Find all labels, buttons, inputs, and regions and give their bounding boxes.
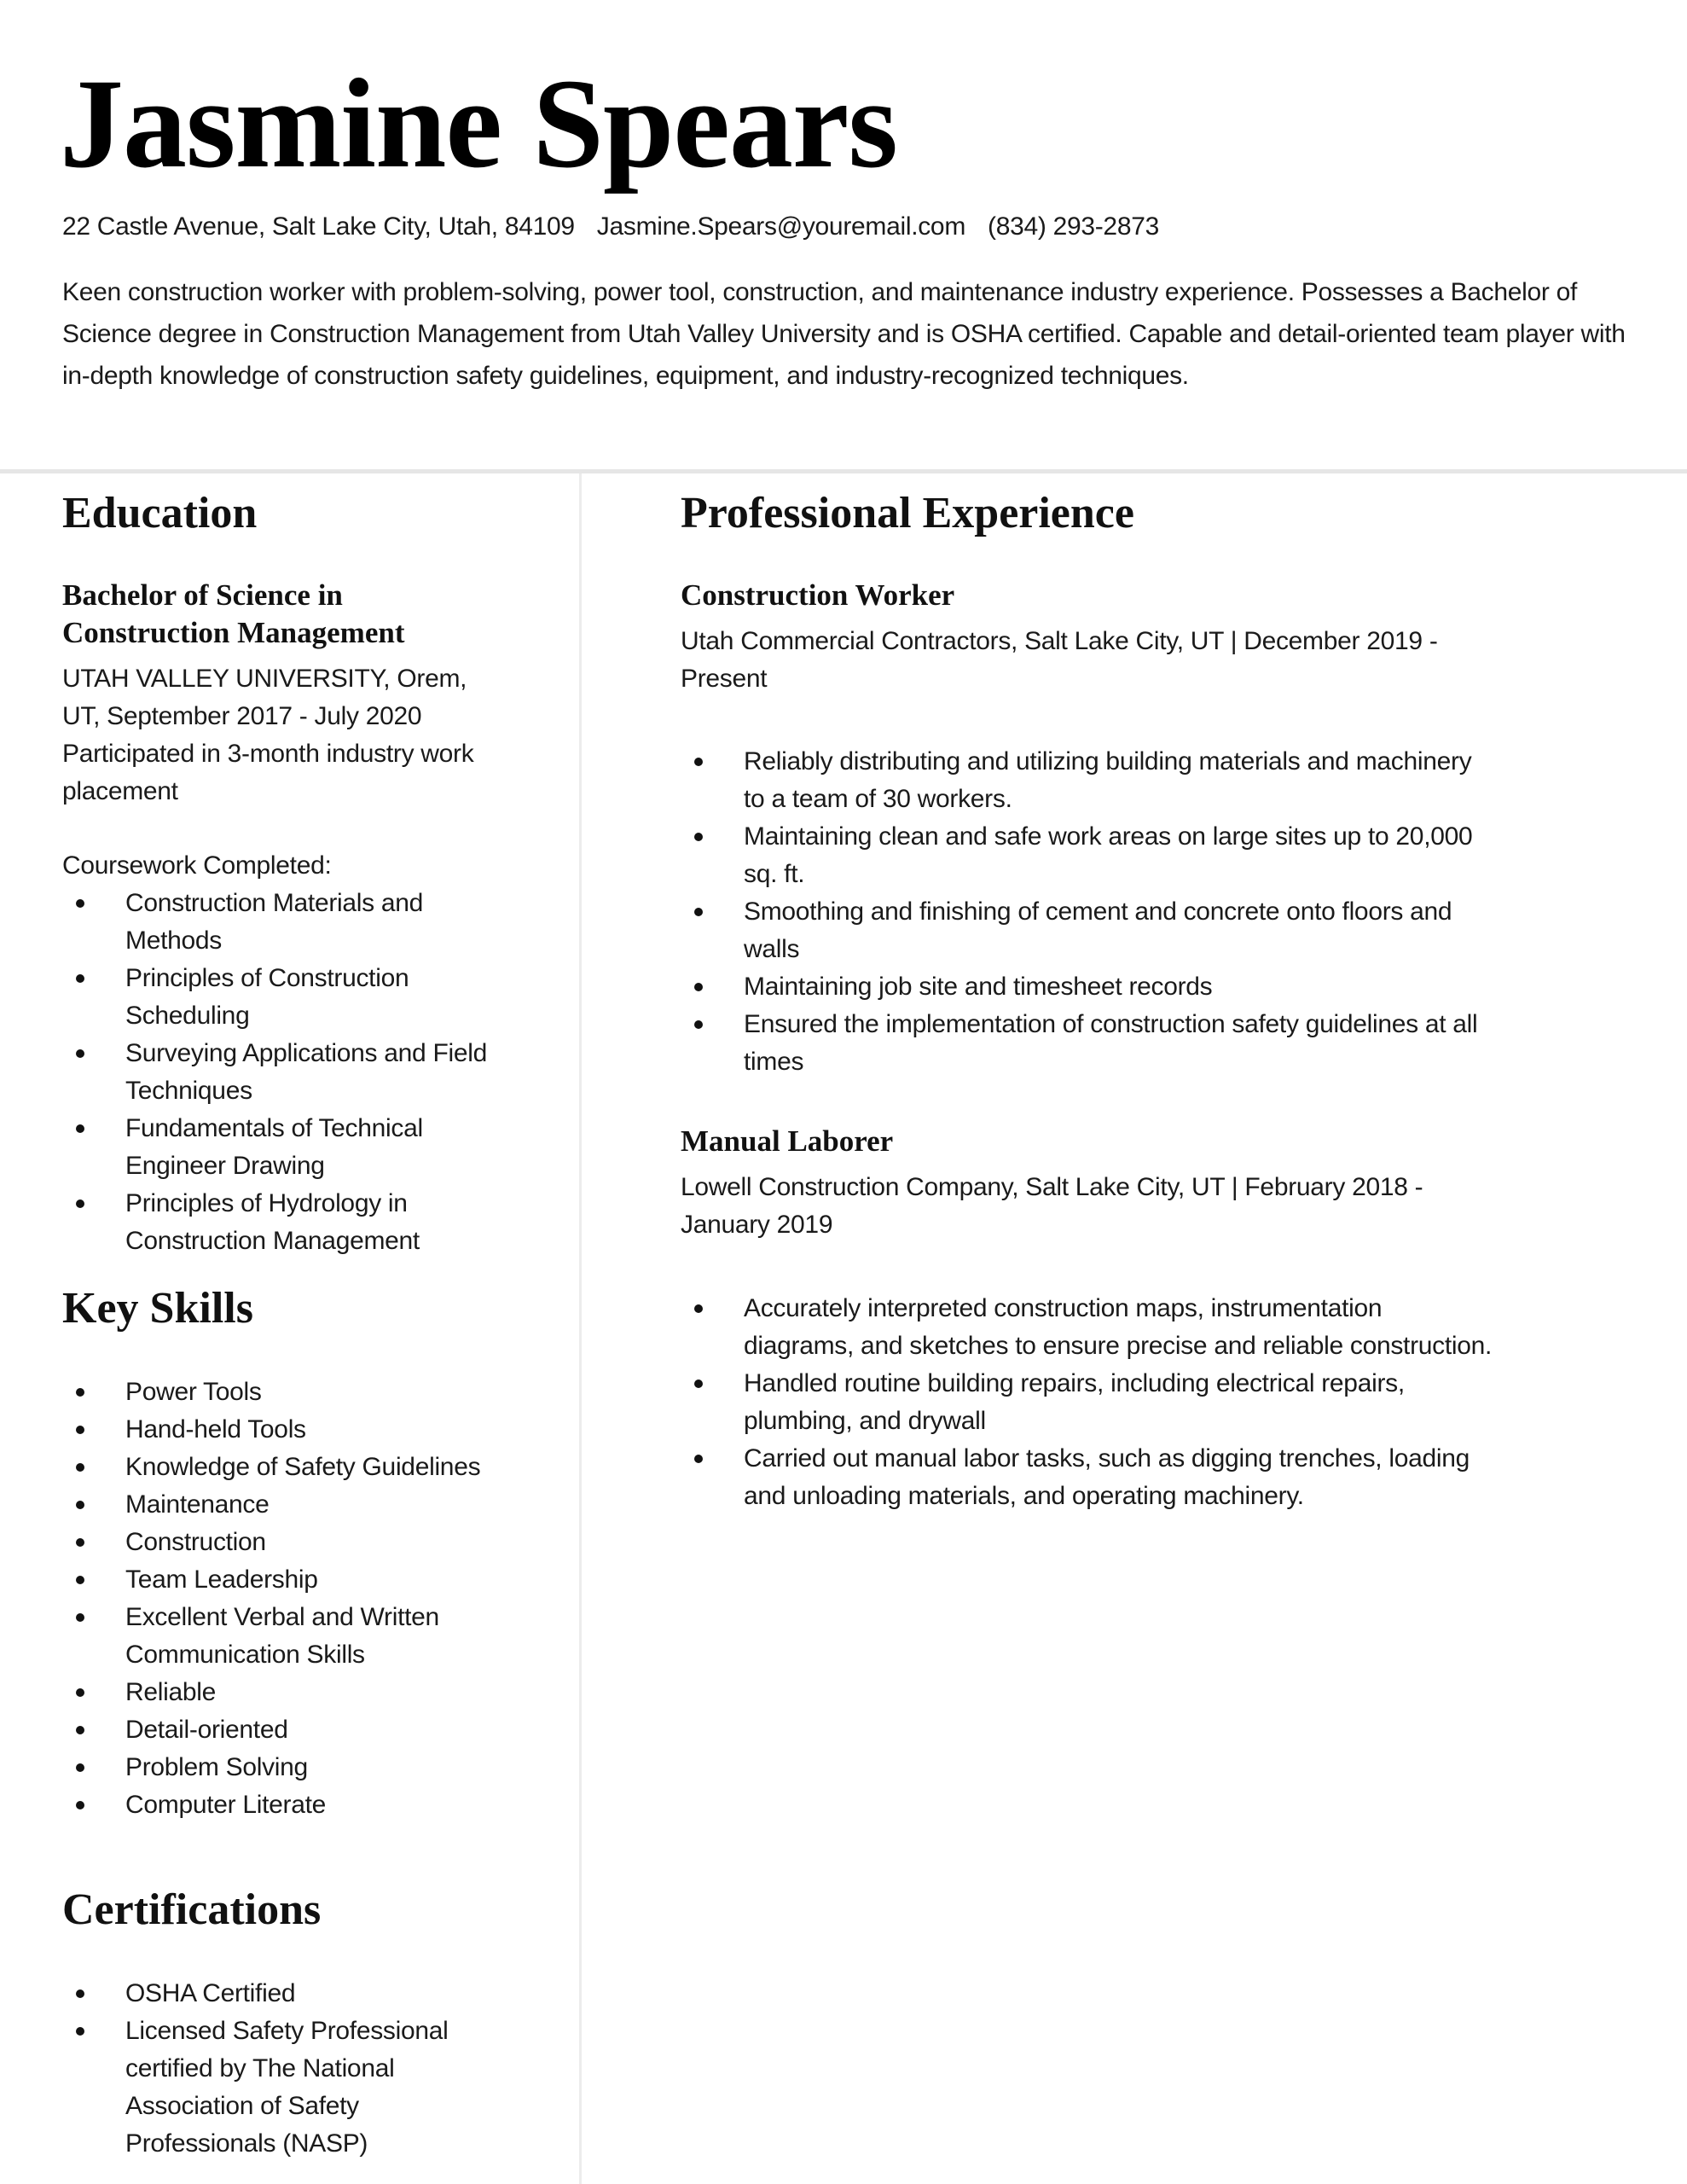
company-line: Utah Commercial Contractors, Salt Lake City, UT | December 2019 - Present xyxy=(681,627,1438,693)
certifications-heading: Certifications xyxy=(62,1885,322,1934)
experience-heading: Professional Experience xyxy=(681,489,1134,537)
coursework xyxy=(62,847,506,1260)
list-item: Fundamentals of Technical Engineer Drawing xyxy=(62,1110,509,1185)
list-item: Maintaining clean and safe work areas on large sites up to 20,000 sq. ft. xyxy=(681,818,1494,893)
phone: (834) 293-2873 xyxy=(988,212,1159,241)
education-heading: Education xyxy=(62,489,258,537)
degree-title: Bachelor of Science in Construction Management xyxy=(62,578,405,649)
coursework-label: Coursework Completed: xyxy=(62,851,332,880)
list-item: Reliably distributing and utilizing building materials and machinery to a team of 30 workers. xyxy=(681,743,1494,818)
job-bullets xyxy=(681,1290,1533,1515)
list-item: Computer Literate xyxy=(62,1786,509,1824)
list-item: OSHA Certified xyxy=(62,1975,509,2013)
school: UTAH VALLEY UNIVERSITY, Orem, UT, September 2017 - July 2020 xyxy=(62,665,467,730)
certifications-list xyxy=(62,1975,506,2163)
education-note: Participated in 3-month industry work placement xyxy=(62,740,474,805)
list-item: Detail-oriented xyxy=(62,1711,509,1749)
list-item: Principles of Hydrology in Construction Management xyxy=(62,1185,509,1260)
list-item: Excellent Verbal and Written Communication Skills xyxy=(62,1599,509,1674)
summary: Keen construction worker with problem-solving, power tool, construction, and maintenance industry experience. Possesses a Bachelor of Science degree in Construction Management from Utah Valley University and is OSHA certified. Capable and detail-oriented team player with in-depth knowledge of construction safety guidelines, equipment, and industry-recognized techniques. xyxy=(62,278,1626,390)
job-title: Manual Laborer xyxy=(681,1124,894,1158)
list-item: Knowledge of Safety Guidelines xyxy=(62,1449,509,1486)
list-item: Maintaining job site and timesheet records xyxy=(681,968,1494,1006)
list-item: Hand-held Tools xyxy=(62,1411,509,1449)
list-item: Problem Solving xyxy=(62,1749,509,1786)
list-item: Reliable xyxy=(62,1674,509,1711)
skills-list xyxy=(62,1374,506,1824)
list-item: Principles of Construction Scheduling xyxy=(62,960,509,1035)
list-item: Construction xyxy=(62,1524,509,1561)
email: Jasmine.Spears@youremail.com xyxy=(596,212,966,241)
list-item: Power Tools xyxy=(62,1374,509,1411)
list-item: Ensured the implementation of construction safety guidelines at all times xyxy=(681,1006,1494,1081)
job-company xyxy=(681,1169,1533,1244)
job-title: Construction Worker xyxy=(681,578,955,612)
address: 22 Castle Avenue, Salt Lake City, Utah, 84109 xyxy=(62,212,575,241)
skills-heading: Key Skills xyxy=(62,1284,253,1333)
list-item: Smoothing and finishing of cement and concrete onto floors and walls xyxy=(681,893,1494,968)
company-line: Lowell Construction Company, Salt Lake City, UT | February 2018 - January 2019 xyxy=(681,1173,1423,1239)
list-item: Surveying Applications and Field Techniques xyxy=(62,1035,509,1110)
job-bullets xyxy=(681,743,1533,1081)
list-item: Construction Materials and Methods xyxy=(62,885,509,960)
candidate-name: Jasmine Spears xyxy=(60,53,897,195)
list-item: Accurately interpreted construction maps, instrumentation diagrams, and sketches to ensure precise and reliable construction. xyxy=(681,1290,1494,1365)
list-item: Carried out manual labor tasks, such as digging trenches, loading and unloading materials, and operating machinery. xyxy=(681,1440,1494,1515)
list-item: Maintenance xyxy=(62,1486,509,1524)
list-item: Team Leadership xyxy=(62,1561,509,1599)
coursework-list xyxy=(62,885,506,1260)
contact-line xyxy=(62,208,1181,246)
education-details xyxy=(62,660,497,810)
horizontal-divider xyxy=(0,469,1687,473)
column-divider xyxy=(579,473,582,2184)
job-company xyxy=(681,623,1533,698)
list-item: Licensed Safety Professional certified by The National Association of Safety Professionals (NASP) xyxy=(62,2013,509,2163)
list-item: Handled routine building repairs, including electrical repairs, plumbing, and drywall xyxy=(681,1365,1494,1440)
